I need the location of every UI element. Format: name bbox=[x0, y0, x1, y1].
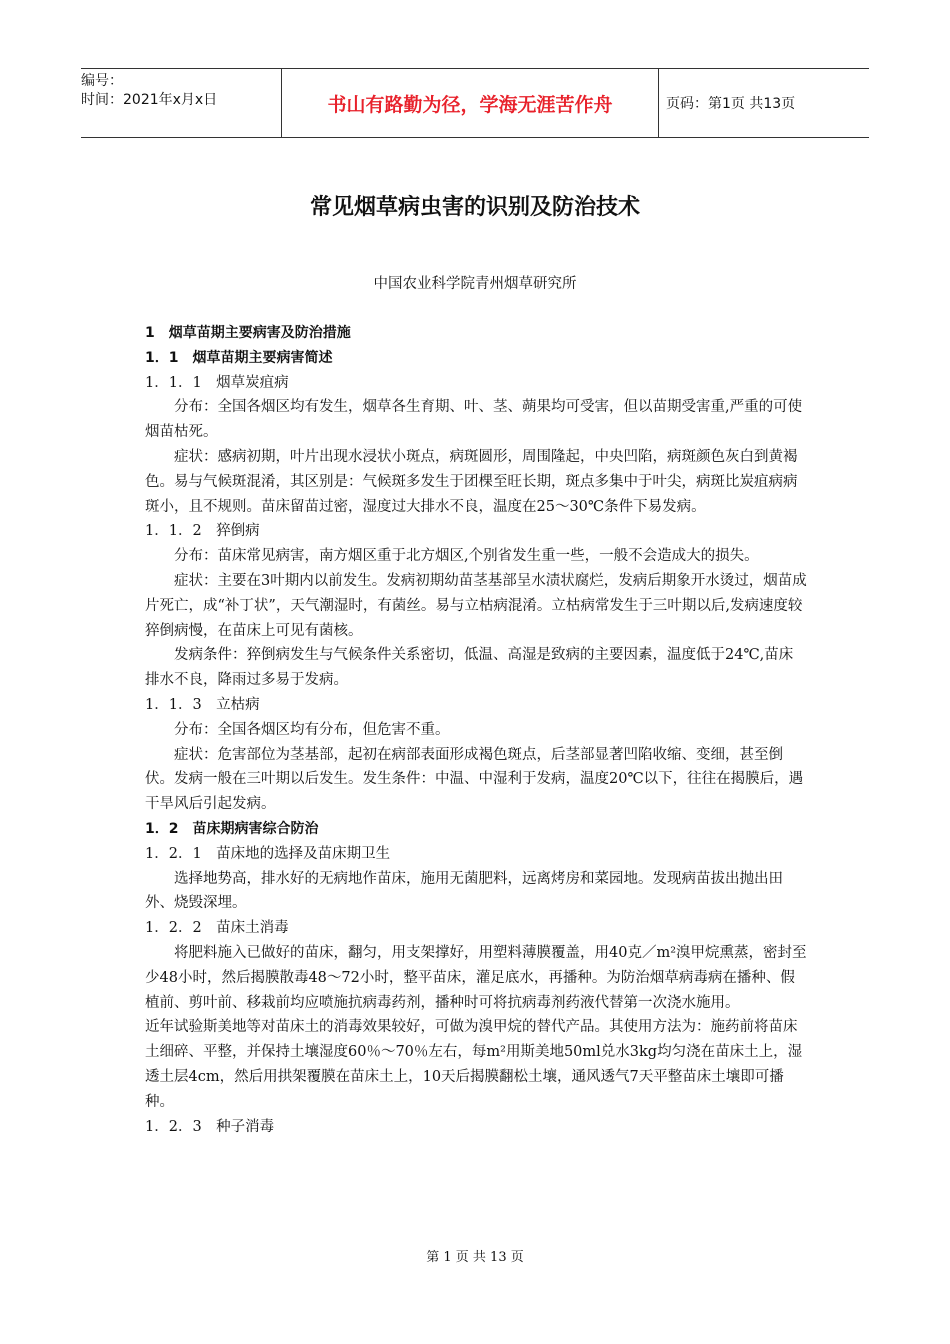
header-page-info: 页码：第1页 共13页 bbox=[666, 96, 796, 112]
serial-label: 编号： bbox=[81, 73, 123, 89]
section-heading: 1 烟草苗期主要病害及防治措施 bbox=[145, 325, 351, 341]
page-footer: 第 1 页 共 13 页 bbox=[426, 1250, 524, 1265]
paragraph: 症状：感病初期，叶片出现水浸状小斑点，病斑圆形，周围隆起，中央凹陷，病斑颜色灰白到黄褐色。易与气候斑混淆，其区别是：气候斑多发生于团棵至旺长期，斑点多集中于叶尖，病斑比炭疽病病斑小，且不规则。苗床留苗过密，湿度过大排水不良，温度在25～30℃条件下易发病。 bbox=[145, 448, 798, 515]
paragraph: 分布：全国各烟区均有分布，但危害不重。 bbox=[174, 721, 450, 738]
item-heading: 1．1．2 猝倒病 bbox=[145, 523, 260, 540]
item-heading: 1．2．2 苗床土消毒 bbox=[145, 920, 289, 937]
header-motto: 书山有路勤为径，学海无涯苦作舟 bbox=[281, 69, 659, 137]
paragraph: 症状：危害部位为茎基部，起初在病部表面形成褐色斑点，后茎部显著凹陷收缩、变细，甚至倒伏。发病一般在三叶期以后发生。发生条件：中温、中湿利于发病，温度20℃以下，往往在揭膜后，遇干旱风后引起发病。 bbox=[145, 746, 804, 813]
document-body bbox=[145, 321, 807, 1139]
item-heading: 1．1．1 烟草炭疽病 bbox=[145, 374, 289, 391]
paragraph: 分布：苗床常见病害，南方烟区重于北方烟区,个别省发生重一些，一般不会造成大的损失。 bbox=[174, 548, 759, 565]
subsection-heading: 1．1 烟草苗期主要病害简述 bbox=[145, 349, 333, 366]
paragraph: 将肥料施入已做好的苗床，翻匀，用支架撑好，用塑料薄膜覆盖，用40克／m²溴甲烷熏蒸，密封至少48小时，然后揭膜散毒48～72小时，整平苗床，灌足底水，再播种。为防治烟草病毒病在播种、假植前、剪叶前、移栽前均应喷施抗病毒药剂，播种时可将抗病毒剂药液代替第一次浇水施用。 bbox=[145, 944, 807, 1011]
paragraph: 发病条件：猝倒病发生与气候条件关系密切，低温、高湿是致病的主要因素，温度低于24℃,苗床排水不良，降雨过多易于发病。 bbox=[145, 647, 794, 689]
paragraph: 选择地势高，排水好的无病地作苗床，施用无菌肥料，远离烤房和菜园地。发现病苗拔出抛出田外、烧毁深埋。 bbox=[145, 870, 783, 912]
document-title: 常见烟草病虫害的识别及防治技术 bbox=[309, 195, 640, 220]
paragraph: 分布：全国各烟区均有发生，烟草各生育期、叶、茎、蒴果均可受害，但以苗期受害重,严重的可使烟苗枯死。 bbox=[145, 399, 803, 441]
page-header bbox=[81, 68, 869, 138]
item-heading: 1．2．1 苗床地的选择及苗床期卫生 bbox=[145, 845, 391, 862]
paragraph: 近年试验斯美地等对苗床土的消毒效果较好，可做为溴甲烷的替代产品。其使用方法为：施药前将苗床土细碎、平整，并保持土壤湿度60％～70％左右，每m²用斯美地50ml兑水3kg均匀浇在苗床土上，湿透土层4cm，然后用拱架覆膜在苗床土上，10天后揭膜翻松土壤，通风透气7天平整苗床土壤即可播种。 bbox=[145, 1019, 803, 1110]
time-label: 时间：2021年x月x日 bbox=[81, 92, 218, 108]
item-heading: 1．2．3 种子消毒 bbox=[145, 1118, 275, 1135]
item-heading: 1．1．3 立枯病 bbox=[145, 696, 260, 713]
organization: 中国农业科学院青州烟草研究所 bbox=[373, 276, 577, 292]
subsection-heading: 1．2 苗床期病害综合防治 bbox=[145, 820, 319, 837]
header-meta bbox=[81, 69, 281, 140]
paragraph: 症状：主要在3叶期内以前发生。发病初期幼苗茎基部呈水渍状腐烂，发病后期象开水烫过，烟苗成片死亡，成“补丁状”，天气潮湿时，有菌丝。易与立枯病混淆。立枯病常发生于三叶期以后,发病速度较猝倒病慢，在苗床上可见有菌核。 bbox=[145, 572, 807, 639]
